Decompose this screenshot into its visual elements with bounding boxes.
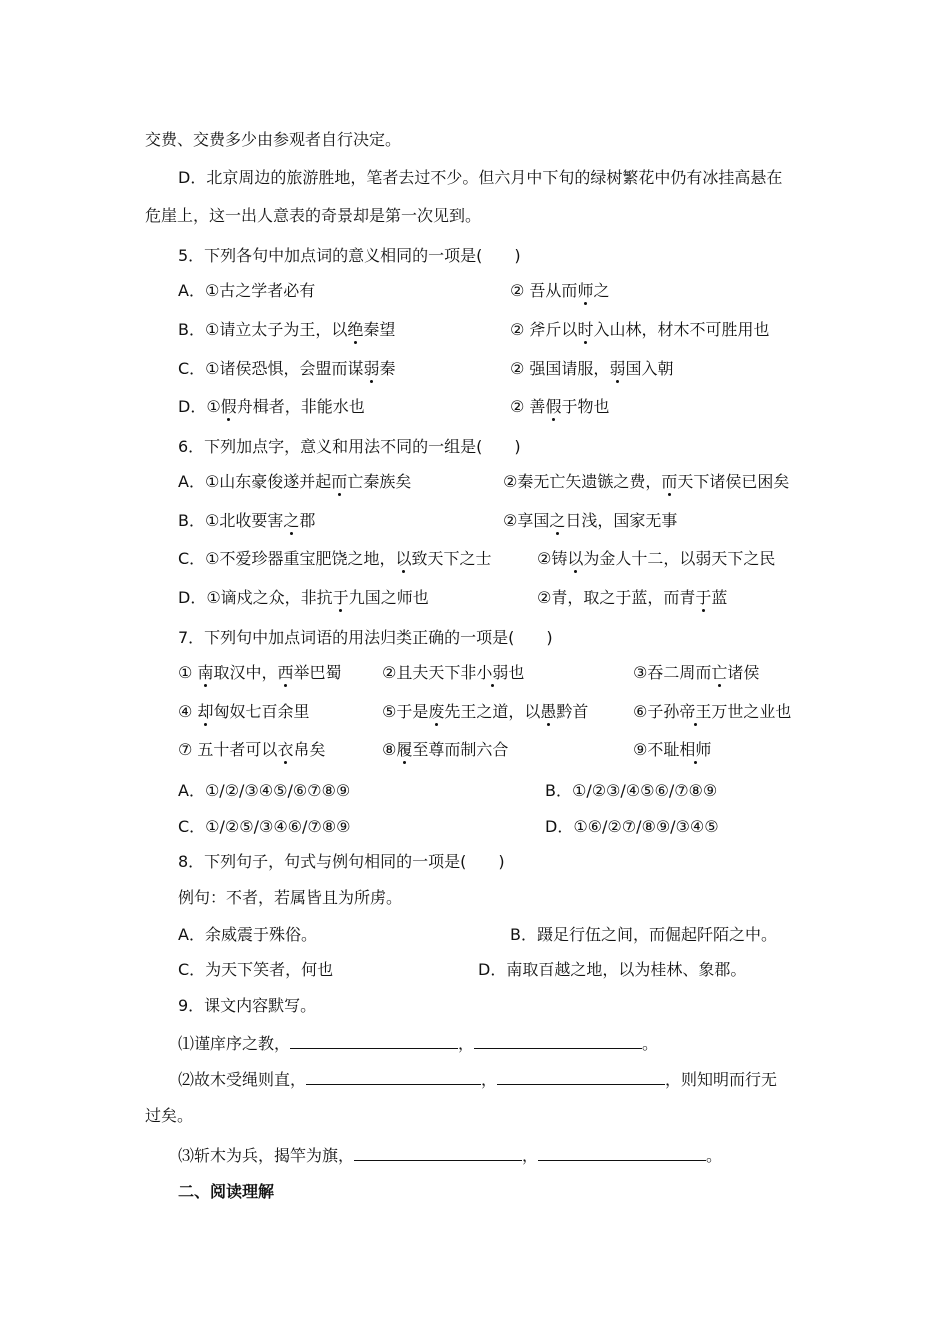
text: 日浅，国家无事 <box>565 511 678 530</box>
q7-option-d <box>545 817 719 837</box>
text-line <box>145 206 481 226</box>
dotted-word: 亡 <box>711 663 728 682</box>
dotted-word: 弱 <box>609 359 626 378</box>
question-5-stem <box>178 246 521 266</box>
text: 之 <box>593 281 610 300</box>
dotted-word: 假 <box>545 397 562 416</box>
text: C．①不爱珍器重宝肥饶之地， <box>178 549 396 568</box>
q7-item <box>633 663 759 683</box>
text: ②享国 <box>503 511 550 530</box>
q7-item <box>178 663 342 683</box>
dotted-word: 之 <box>549 511 566 530</box>
text: ②青，取之于蓝，而青 <box>537 588 696 607</box>
text: ②秦无亡矢遗镞之费， <box>503 472 662 491</box>
text: ① <box>178 663 198 682</box>
text: 过矣。 <box>145 1106 194 1125</box>
text: ④ <box>178 702 198 721</box>
q7-option-b <box>545 781 717 801</box>
text: 危崖上，这一出人意表的奇景却是第一次见到。 <box>145 206 482 225</box>
text: C．①诸侯恐惧，会盟而谋 <box>178 359 364 378</box>
q6-option-b-right <box>503 511 677 531</box>
text: ③吞二周而 <box>633 663 712 682</box>
text: ⑥子孙 <box>633 702 680 721</box>
text: D．①⑥/②⑦/⑧⑨/③④⑤ <box>545 817 719 836</box>
q5-option-c-right <box>510 359 673 379</box>
answer-blank[interactable] <box>306 1069 481 1085</box>
text: 至尊而制六合 <box>412 740 509 759</box>
answer-blank[interactable] <box>538 1145 706 1161</box>
text: 于物也 <box>561 397 610 416</box>
dotted-word: 愚 <box>540 702 557 721</box>
option-d-line <box>178 168 782 188</box>
q7-option-a <box>178 781 350 801</box>
answer-blank[interactable] <box>474 1033 642 1049</box>
text: 黔首 <box>556 702 589 721</box>
text: 匈奴七百余里 <box>213 702 310 721</box>
q6-option-a-left <box>178 472 411 492</box>
text: 秦望 <box>363 320 396 339</box>
q5-option-b-right <box>510 320 769 340</box>
dotted-word: 却 <box>197 702 214 721</box>
q5-option-d-left <box>178 397 365 417</box>
text: 交费、交费多少由参观者自行决定。 <box>145 130 402 149</box>
dotted-word: 小弱 <box>476 663 509 682</box>
q5-option-d-right <box>510 397 609 417</box>
text: ⑦ 五十者可以 <box>178 740 278 759</box>
q8-example <box>178 888 402 908</box>
text: 5．下列各句中加点词的意义相同的一项是( ) <box>178 246 521 265</box>
q5-option-b-left <box>178 320 395 340</box>
question-8-stem <box>178 852 505 872</box>
q9-item-1 <box>178 1033 658 1054</box>
dotted-word: 于 <box>332 588 349 607</box>
text: 天下诸侯已困矣 <box>677 472 790 491</box>
q8-option-d <box>478 960 746 980</box>
q7-item <box>178 740 325 760</box>
text: 。 <box>642 1034 659 1053</box>
dotted-word: 时 <box>577 320 594 339</box>
question-7-stem <box>178 628 553 648</box>
dotted-word: 而 <box>331 472 348 491</box>
text: ② 吾从而 <box>510 281 578 300</box>
text: D．① <box>178 397 221 416</box>
text: 万世之业也 <box>711 702 792 721</box>
text: 6．下列加点字，意义和用法不同的一组是( ) <box>178 437 521 456</box>
text: B．①/②③/④⑤⑥/⑦⑧⑨ <box>545 781 718 800</box>
q9-item-2 <box>178 1069 777 1090</box>
text: A．①山东豪俊遂并起 <box>178 472 332 491</box>
text: 郡 <box>299 511 316 530</box>
q6-option-c-right <box>537 549 775 569</box>
text: A．①/②/③④⑤/⑥⑦⑧⑨ <box>178 781 351 800</box>
text: A．余威震于殊俗。 <box>178 925 317 944</box>
text: 蓝 <box>711 588 728 607</box>
dotted-word: 师 <box>577 281 594 300</box>
text: 7．下列句中加点词语的用法归类正确的一项是( ) <box>178 628 553 647</box>
q6-option-d-left <box>178 588 429 608</box>
dotted-word: 帝王 <box>679 702 712 721</box>
q8-option-a <box>178 925 317 945</box>
q7-option-c <box>178 817 350 837</box>
q6-option-d-right <box>537 588 727 608</box>
text: 舟楫者，非能水也 <box>236 397 365 416</box>
text: B．蹑足行伍之间，而倔起阡陌之中。 <box>510 925 777 944</box>
text: ⑴谨庠序之教， <box>178 1034 291 1053</box>
text: 秦 <box>379 359 396 378</box>
text: 取汉中， <box>213 663 278 682</box>
text: ② 斧斤以 <box>510 320 578 339</box>
text: ⑨不耻 <box>633 740 680 759</box>
question-6-stem <box>178 437 521 457</box>
text: ， <box>522 1146 539 1165</box>
dotted-word: 衣 <box>277 740 294 759</box>
q9-item-2-cont <box>145 1106 193 1126</box>
text: B．①北收要害 <box>178 511 284 530</box>
text: ⑵故木受绳则直， <box>178 1070 307 1089</box>
text: 入山林，材木不可胜用也 <box>593 320 770 339</box>
text: 为金人十二，以弱天下之民 <box>583 549 776 568</box>
text: ② 强国请服， <box>510 359 610 378</box>
text: 。 <box>706 1146 723 1165</box>
text: 致天下之士 <box>411 549 492 568</box>
text: ② 善 <box>510 397 546 416</box>
dotted-word: 假 <box>220 397 237 416</box>
text: 九国之师也 <box>348 588 429 607</box>
text: 例句：不者，若属皆且为所虏。 <box>178 888 403 907</box>
text-line <box>145 130 401 150</box>
q5-option-c-left <box>178 359 396 379</box>
q8-option-b <box>510 925 777 945</box>
text: 亡秦族矣 <box>347 472 412 491</box>
q7-item <box>382 702 588 722</box>
dotted-word: 于 <box>695 588 712 607</box>
text: B．①请立太子为王，以 <box>178 320 348 339</box>
text: 先王之道，以 <box>444 702 541 721</box>
q8-option-c <box>178 960 333 980</box>
q7-item <box>382 740 508 760</box>
q6-option-c-left <box>178 549 492 569</box>
section-heading <box>178 1182 274 1202</box>
dotted-word: 履 <box>396 740 413 759</box>
dotted-word: 废 <box>428 702 445 721</box>
q6-option-b-left <box>178 511 315 531</box>
q7-item <box>382 663 524 683</box>
dotted-word: 以 <box>567 549 584 568</box>
text: ，则知明而行无 <box>665 1070 778 1089</box>
text: D．北京周边的旅游胜地，笔者去过不少。但六月中下旬的绿树繁花中仍有冰挂高悬在 <box>178 168 783 187</box>
text: 二、阅读理解 <box>178 1182 275 1201</box>
text: D．①谪戍之众，非抗 <box>178 588 333 607</box>
text: C．①/②⑤/③④⑥/⑦⑧⑨ <box>178 817 351 836</box>
dotted-word: 以 <box>395 549 412 568</box>
dotted-word: 而 <box>661 472 678 491</box>
text: ⑧ <box>382 740 397 759</box>
q7-item <box>633 740 711 760</box>
answer-blank[interactable] <box>290 1033 458 1049</box>
text: C．为天下笑者，何也 <box>178 960 334 979</box>
text: ⑤于是 <box>382 702 429 721</box>
q9-item-3 <box>178 1145 722 1166</box>
q5-option-a-left <box>178 281 315 301</box>
text: ②且夫天下非 <box>382 663 477 682</box>
q7-item <box>633 702 791 722</box>
dotted-word: 相师 <box>679 740 712 759</box>
text: 国入朝 <box>625 359 674 378</box>
text: 也 <box>508 663 525 682</box>
dotted-word: 绝 <box>347 320 364 339</box>
dotted-word: 西 <box>277 663 294 682</box>
text: ， <box>458 1034 475 1053</box>
answer-blank[interactable] <box>354 1145 522 1161</box>
text: 9．课文内容默写。 <box>178 996 317 1015</box>
q5-option-a-right <box>510 281 609 301</box>
text: 帛矣 <box>293 740 326 759</box>
text: 诸侯 <box>727 663 760 682</box>
dotted-word: 弱 <box>363 359 380 378</box>
text: 举巴蜀 <box>293 663 342 682</box>
question-9-stem <box>178 996 316 1016</box>
text: A．①古之学者必有 <box>178 281 316 300</box>
answer-blank[interactable] <box>497 1069 665 1085</box>
text: D．南取百越之地，以为桂林、象郡。 <box>478 960 747 979</box>
text: ⑶斩木为兵，揭竿为旗， <box>178 1146 355 1165</box>
dotted-word: 之 <box>283 511 300 530</box>
q6-option-a-right <box>503 472 789 492</box>
dotted-word: 南 <box>197 663 214 682</box>
text: ②铸 <box>537 549 568 568</box>
q7-item <box>178 702 309 722</box>
text: ， <box>481 1070 498 1089</box>
text: 8．下列句子，句式与例句相同的一项是( ) <box>178 852 505 871</box>
